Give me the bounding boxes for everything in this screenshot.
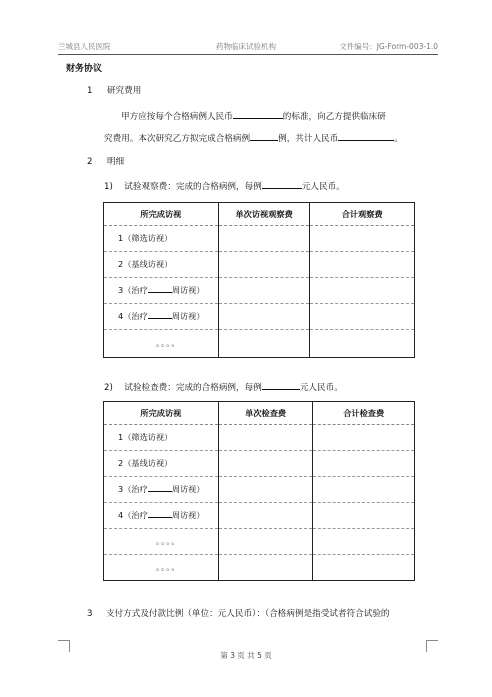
visit-label: 2（基线访视） <box>104 451 219 477</box>
visit-label: 4（治疗 周访视） <box>104 503 219 529</box>
ellipsis-row: 。。。。 <box>104 330 219 358</box>
observation-fee-table <box>103 202 415 358</box>
header-doc-number: 文件编号：JG-Form-003-1.0 <box>339 42 438 51</box>
visit-label: 4（治疗 周访视） <box>104 304 219 330</box>
section-1-line-2: 究费用。本次研究乙方拟完成合格病例 例，共计人民币 。 <box>104 134 403 144</box>
page-title: 财务协议 <box>66 64 103 74</box>
column-header: 单次访视观察费 <box>218 203 310 226</box>
section-3-number: 3 <box>87 609 93 619</box>
table-row <box>104 425 415 451</box>
section-1-number: 1 <box>87 86 93 96</box>
table-row <box>104 451 415 477</box>
total-cell[interactable] <box>310 252 415 278</box>
table-row <box>104 503 415 529</box>
total-cell[interactable] <box>310 330 415 358</box>
section-1-line-1: 甲方应按每个合格病例人民币 的标准，向乙方提供临床研 <box>121 112 386 122</box>
visit-label: 3（治疗 周访视） <box>104 477 219 503</box>
section-1-heading <box>87 86 141 97</box>
table-2-caption: 2) 试验检查费：完成的合格病例，每例 元人民币。 <box>104 383 343 393</box>
table-row <box>104 304 415 330</box>
fee-cell[interactable] <box>218 451 313 477</box>
week-blank[interactable] <box>148 484 172 492</box>
exam-fee-table <box>103 401 415 581</box>
table-row <box>104 252 415 278</box>
table-row <box>104 330 415 358</box>
column-header: 单次检查费 <box>218 402 313 425</box>
section-2-number: 2 <box>87 157 93 167</box>
header-rule <box>58 54 438 55</box>
fee-cell[interactable] <box>218 330 310 358</box>
fee-cell[interactable] <box>218 226 310 252</box>
week-blank[interactable] <box>148 510 172 518</box>
table-row <box>104 226 415 252</box>
fee-cell[interactable] <box>218 529 313 555</box>
section-3-paragraph <box>87 609 390 620</box>
exam-fee-blank[interactable] <box>262 381 300 390</box>
fee-cell[interactable] <box>218 555 313 581</box>
fee-cell[interactable] <box>218 252 310 278</box>
page-header <box>58 38 438 54</box>
fee-cell[interactable] <box>218 503 313 529</box>
total-cell[interactable] <box>313 555 415 581</box>
case-count-blank[interactable] <box>250 132 278 141</box>
fee-cell[interactable] <box>218 477 313 503</box>
table-header-row <box>104 203 415 226</box>
fee-cell[interactable] <box>218 304 310 330</box>
column-header: 合计检查费 <box>313 402 415 425</box>
visit-label: 3（治疗 周访视） <box>104 278 219 304</box>
table-1-caption: 1) 试验观察费：完成的合格病例，每例 元人民币。 <box>104 182 345 192</box>
visit-label: 2（基线访视） <box>104 252 219 278</box>
header-institution: 药物临床试验机构 <box>216 42 276 51</box>
fee-cell[interactable] <box>218 278 310 304</box>
fee-cell[interactable] <box>218 425 313 451</box>
header-hospital: 兰城县人民医院 <box>58 42 111 51</box>
visit-label: 1（筛选访视） <box>104 226 219 252</box>
total-cell[interactable] <box>313 503 415 529</box>
total-cell[interactable] <box>310 278 415 304</box>
table-row <box>104 278 415 304</box>
ellipsis-row: 。。。。 <box>104 529 219 555</box>
total-amount-blank[interactable] <box>338 132 394 141</box>
total-cell[interactable] <box>313 425 415 451</box>
total-cell[interactable] <box>310 226 415 252</box>
table-row <box>104 477 415 503</box>
table-row <box>104 529 415 555</box>
section-1-title: 研究费用 <box>106 86 142 96</box>
section-3-text: 支付方式及付款比例（单位：元人民币）：（合格病例是指受试者符合试验的 <box>105 609 390 619</box>
per-case-amount-blank[interactable] <box>233 110 283 119</box>
total-cell[interactable] <box>310 304 415 330</box>
table-row <box>104 555 415 581</box>
ellipsis-row: 。。。。 <box>104 555 219 581</box>
table-header-row <box>104 402 415 425</box>
total-cell[interactable] <box>313 477 415 503</box>
total-cell[interactable] <box>313 451 415 477</box>
section-2-title: 明细 <box>106 157 125 167</box>
column-header: 所完成访视 <box>104 402 219 425</box>
page-number: 第 3 页 共 5 页 <box>220 651 272 660</box>
column-header: 所完成访视 <box>104 203 219 226</box>
observation-fee-blank[interactable] <box>262 180 302 189</box>
week-blank[interactable] <box>148 311 172 319</box>
visit-label: 1（筛选访视） <box>104 425 219 451</box>
column-header: 合计观察费 <box>310 203 415 226</box>
week-blank[interactable] <box>148 285 172 293</box>
section-2-heading <box>87 157 124 168</box>
total-cell[interactable] <box>313 529 415 555</box>
